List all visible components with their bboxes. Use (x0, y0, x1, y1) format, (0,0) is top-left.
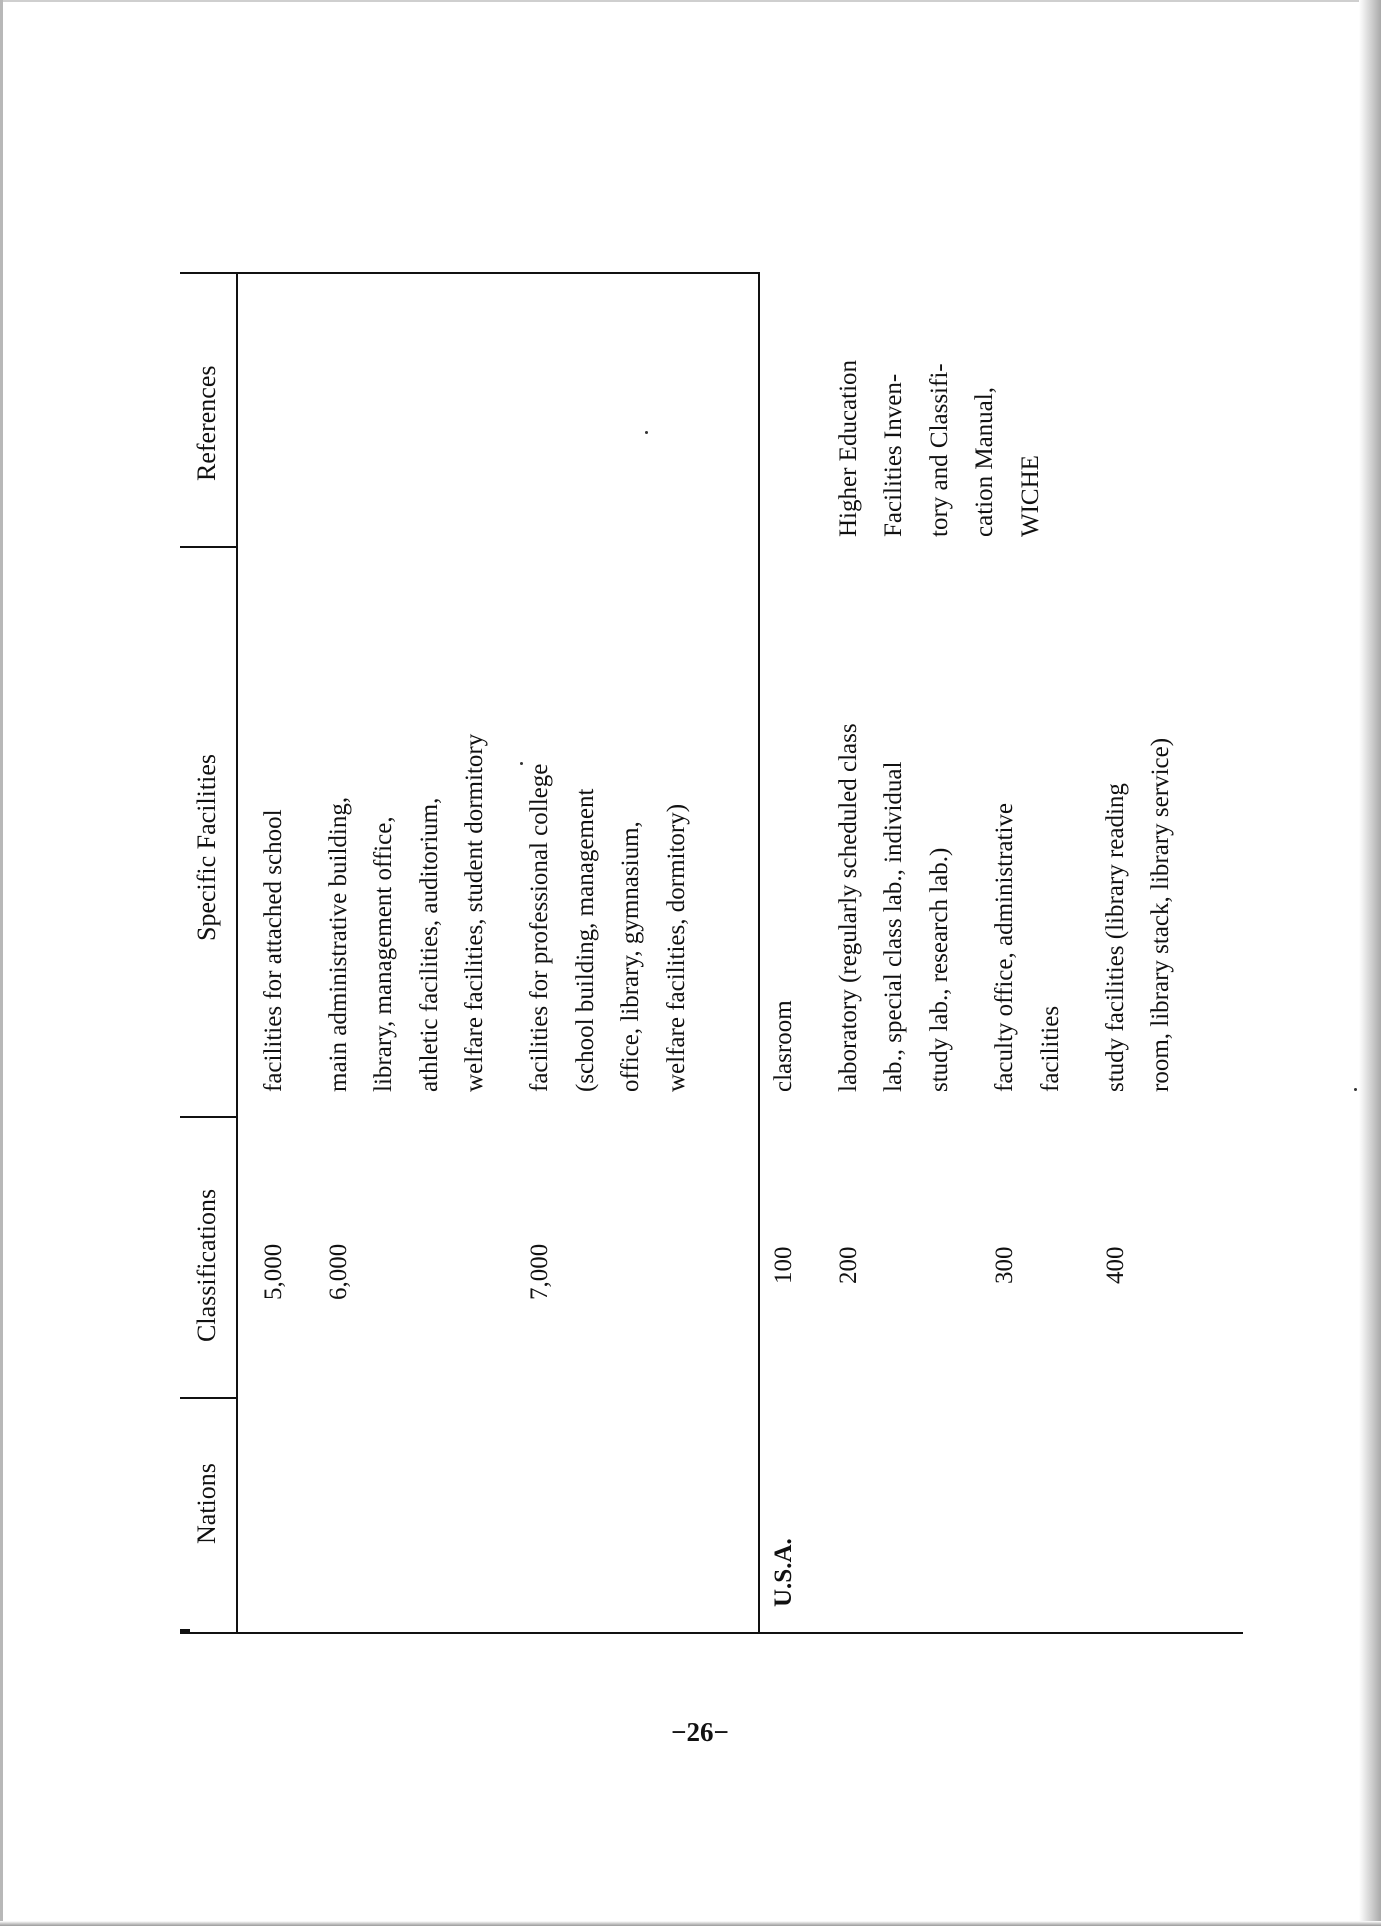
facility-line: faculty office, administrative (991, 802, 1018, 1092)
classification-code: 100 (770, 1246, 797, 1284)
reference-line: tory and Classifi- (926, 363, 953, 537)
facility-line: office, library, gymnasium, (617, 821, 644, 1092)
classification-code: 200 (835, 1246, 862, 1284)
nation-label: U.S.A. (770, 1538, 797, 1607)
facility-line: (school building, management (572, 788, 599, 1092)
reference-line: Higher Education (835, 359, 862, 537)
facility-line: study facilities (library reading (1102, 783, 1129, 1092)
facility-line: library, management office, (370, 816, 397, 1092)
table-border-right (180, 272, 760, 274)
facility-line: welfare facilities, dormitory) (663, 803, 690, 1092)
classification-code: 7,000 (526, 1243, 553, 1300)
page-edge-left (0, 0, 3, 1926)
table-border-left-tick (180, 1629, 190, 1634)
facility-line: facilities (1037, 1005, 1064, 1092)
page-edge-bottom (0, 1921, 1381, 1926)
facility-line: lab., special class lab., individual (880, 761, 907, 1092)
header-nations: Nations (192, 1463, 221, 1544)
classification-code: 300 (991, 1246, 1018, 1284)
reference-line: WICHE (1017, 455, 1044, 537)
facility-line: room, library stack, library service) (1147, 737, 1174, 1092)
page-edge-top (0, 0, 1381, 2)
header-specific-facilities: Specific Facilities (192, 753, 221, 941)
scan-speck (1354, 1088, 1357, 1091)
classification-code: 5,000 (260, 1243, 287, 1300)
header-references: References (192, 365, 221, 481)
column-divider-classifications (180, 1116, 236, 1118)
facility-line: facilities for attached school (260, 809, 287, 1092)
classification-code: 6,000 (325, 1243, 352, 1300)
header-rule (236, 272, 238, 1634)
header-classifications: Classifications (192, 1188, 221, 1342)
page-number: −26− (671, 1717, 729, 1747)
reference-line: cation Manual, (971, 387, 998, 537)
facility-line: main administrative building, (325, 796, 352, 1092)
facility-line: study lab., research lab.) (926, 847, 953, 1092)
scan-speck (520, 762, 523, 765)
page-edge-right (1359, 0, 1381, 1926)
classification-code: 400 (1102, 1246, 1129, 1284)
facility-line: facilities for professional college (526, 763, 553, 1092)
facility-line: clasroom (770, 1000, 797, 1092)
facility-line: welfare facilities, student dormitory (461, 733, 488, 1092)
facility-line: laboratory (regularly scheduled class (835, 723, 862, 1092)
column-divider-specific (180, 546, 236, 548)
table-border-left (180, 1632, 1243, 1634)
reference-line: Facilities Inven- (880, 373, 907, 537)
column-divider-nations (180, 1397, 236, 1399)
rotated-table (180, 270, 1243, 1634)
group-divider-rule (758, 272, 760, 1634)
facility-line: athletic facilities, auditorium, (416, 797, 443, 1092)
scan-speck (645, 431, 648, 434)
